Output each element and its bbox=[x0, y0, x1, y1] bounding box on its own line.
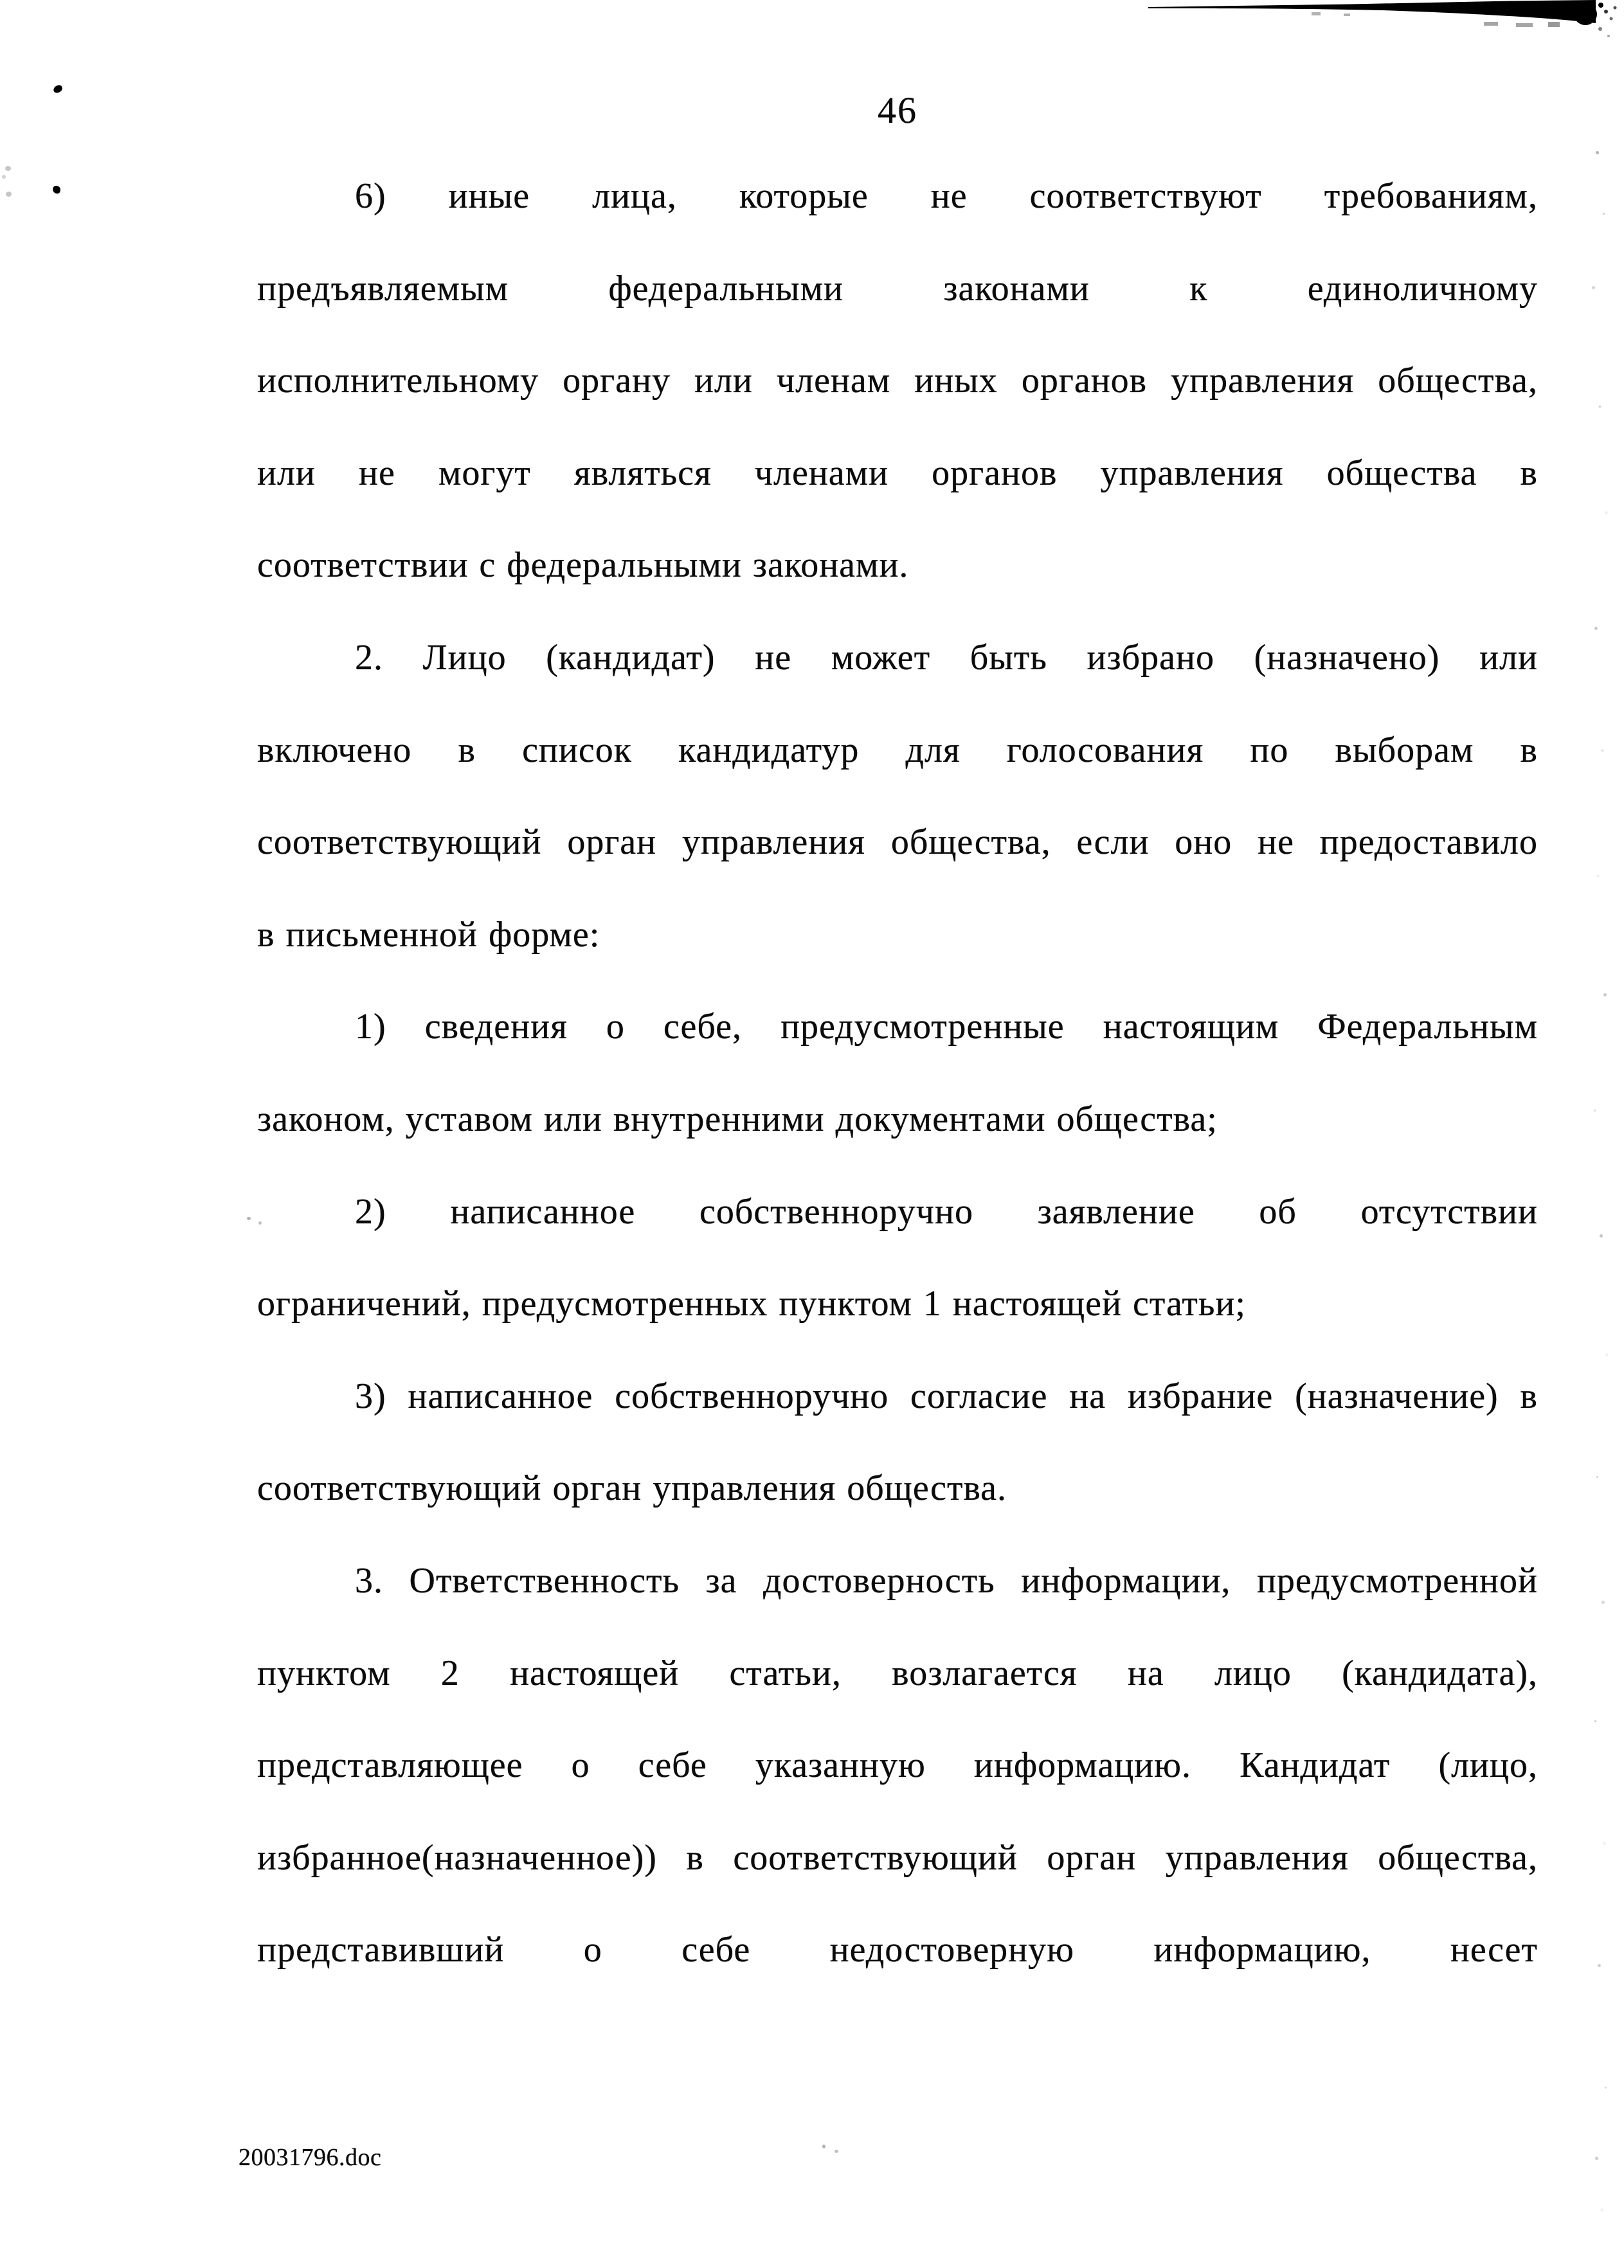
text-line: представивший о себе недостоверную информацию, несет bbox=[257, 1930, 1538, 1970]
text-line: законом, уставом или внутренними документами общества; bbox=[257, 1099, 1218, 1139]
text-line: 1) сведения о себе, предусмотренные настоящим Федеральным bbox=[355, 1007, 1538, 1047]
page-number: 46 bbox=[878, 89, 917, 131]
text-line: в письменной форме: bbox=[257, 914, 600, 955]
text-line: исполнительному органу или членам иных органов управления общества, bbox=[257, 361, 1538, 401]
text-line: предъявляемым федеральными законами к единоличному bbox=[257, 268, 1538, 309]
text-line: или не могут являться членами органов управления общества в bbox=[257, 453, 1538, 493]
scan-artifact-top-edge bbox=[0, 0, 1624, 45]
ink-speck bbox=[53, 84, 64, 94]
text-line: 2) написанное собственноручно заявление об отсутствии bbox=[355, 1191, 1538, 1232]
text-line: соответствующий орган управления общества, если оно не предоставило bbox=[257, 822, 1538, 863]
ink-speck bbox=[6, 192, 12, 197]
ink-speck bbox=[247, 1217, 251, 1220]
text-line: соответствии с федеральными законами. bbox=[257, 545, 909, 586]
text-line: соответствующий орган управления общества. bbox=[257, 1468, 1007, 1509]
text-line: ограничений, предусмотренных пунктом 1 настоящей статьи; bbox=[257, 1284, 1246, 1324]
footer-filename: 20031796.doc bbox=[239, 2144, 382, 2171]
text-line: представляющее о себе указанную информацию. Кандидат (лицо, bbox=[257, 1745, 1538, 1786]
ink-speck bbox=[822, 2145, 826, 2148]
scan-edge-noise bbox=[1596, 151, 1599, 154]
text-line: включено в список кандидатур для голосования по выборам в bbox=[257, 730, 1538, 770]
document-body bbox=[257, 150, 1538, 1997]
ink-speck bbox=[52, 185, 61, 194]
text-line: 2. Лицо (кандидат) не может быть избрано (назначено) или bbox=[355, 637, 1538, 678]
text-line: избранное(назначенное)) в соответствующий орган управления общества, bbox=[257, 1837, 1538, 1878]
text-line: 3. Ответственность за достоверность информации, предусмотренной bbox=[355, 1560, 1538, 1601]
ink-speck bbox=[5, 166, 11, 171]
ink-speck bbox=[2, 175, 6, 179]
ink-speck bbox=[835, 2150, 838, 2153]
text-line: 6) иные лица, которые не соответствуют требованиям, bbox=[355, 176, 1538, 216]
text-line: пунктом 2 настоящей статьи, возлагается на лицо (кандидата), bbox=[257, 1653, 1538, 1693]
text-line: 3) написанное собственноручно согласие на избрание (назначение) в bbox=[355, 1376, 1538, 1416]
